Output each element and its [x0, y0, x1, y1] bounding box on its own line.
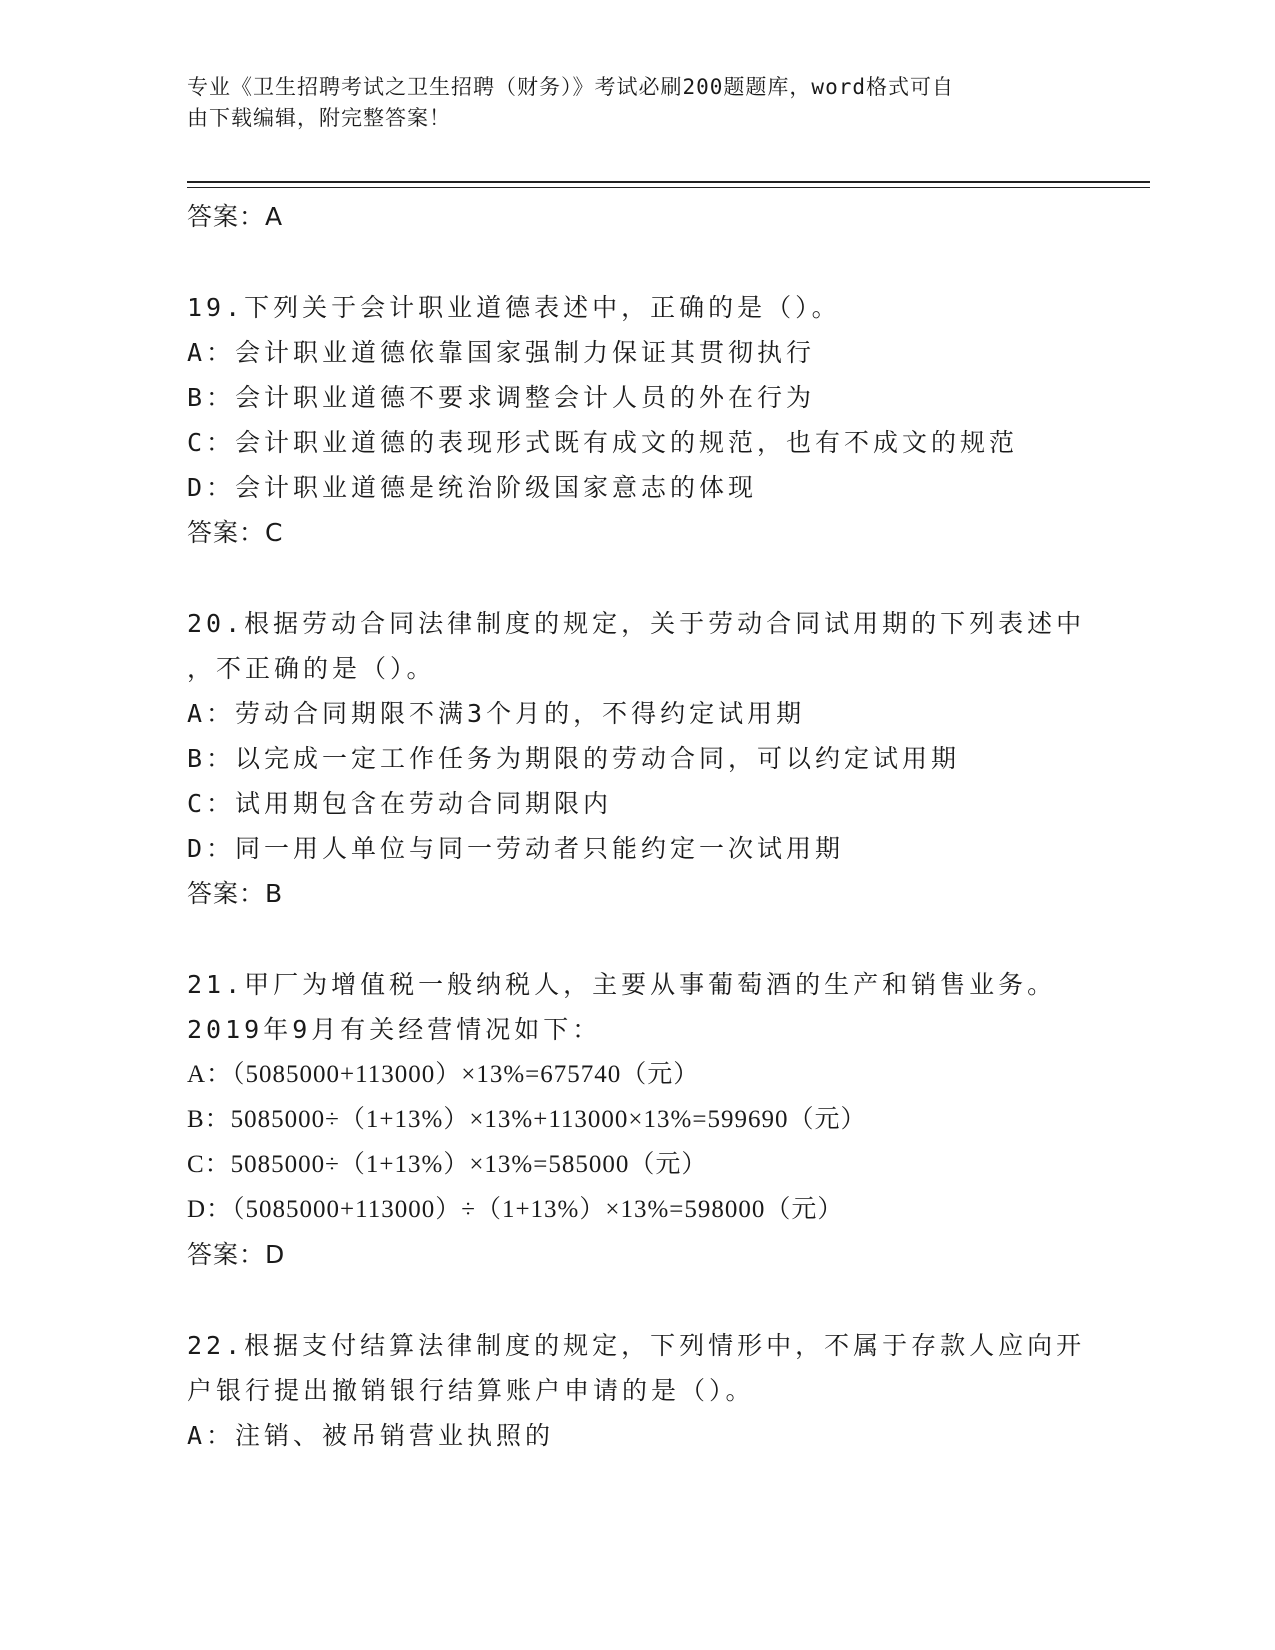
question-text: 20.根据劳动合同法律制度的规定，关于劳动合同试用期的下列表述中: [187, 609, 1086, 638]
answer-text: 答案：D: [187, 1240, 286, 1269]
option-a: A：会计职业道德依靠国家强制力保证其贯彻执行: [187, 338, 816, 367]
option-d: D：会计职业道德是统治阶级国家意志的体现: [187, 473, 758, 502]
header-line-1: 专业《卫生招聘考试之卫生招聘（财务）》考试必刷200题题库，word格式可自: [187, 75, 954, 99]
option-d: D：（5085000+113000）÷（1+13%）×13%=598000（元）: [187, 1196, 844, 1223]
question-text-cont: 户银行提出撤销银行结算账户申请的是（）。: [187, 1376, 755, 1405]
document-header: [187, 72, 1087, 134]
option-a: A：（5085000+113000）×13%=675740（元）: [187, 1061, 700, 1088]
question-21: [187, 962, 1087, 1277]
question-text: 22.根据支付结算法律制度的规定，下列情形中，不属于存款人应向开: [187, 1331, 1086, 1360]
option-c: C：试用期包含在劳动合同期限内: [187, 789, 613, 818]
header-divider-thin: [187, 187, 1150, 188]
option-b: B：5085000÷（1+13%）×13%+113000×13%=599690（元）: [187, 1106, 867, 1133]
option-c: C：5085000÷（1+13%）×13%=585000（元）: [187, 1151, 708, 1178]
document-body: [187, 194, 1087, 1458]
question-19: [187, 285, 1087, 555]
question-text-cont: ，不正确的是（）。: [187, 654, 436, 683]
question-text: 21.甲厂为增值税一般纳税人，主要从事葡萄酒的生产和销售业务。: [187, 970, 1057, 999]
option-b: B：会计职业道德不要求调整会计人员的外在行为: [187, 383, 816, 412]
option-a: A：注销、被吊销营业执照的: [187, 1421, 555, 1450]
header-divider: [187, 181, 1150, 183]
answer-text: 答案：C: [187, 518, 284, 547]
question-22: [187, 1323, 1087, 1458]
option-c: C：会计职业道德的表现形式既有成文的规范，也有不成文的规范: [187, 428, 1019, 457]
option-b: B：以完成一定工作任务为期限的劳动合同，可以约定试用期: [187, 744, 961, 773]
option-a: A：劳动合同期限不满3个月的，不得约定试用期: [187, 699, 806, 728]
question-20: [187, 601, 1087, 916]
question-text-cont: 2019年9月有关经营情况如下：: [187, 1015, 602, 1044]
answer-text: 答案：A: [187, 202, 284, 231]
question-text: 19.下列关于会计职业道德表述中，正确的是（）。: [187, 293, 841, 322]
answer-text: 答案：B: [187, 879, 284, 908]
option-d: D：同一用人单位与同一劳动者只能约定一次试用期: [187, 834, 845, 863]
header-line-2: 由下载编辑，附完整答案！: [187, 106, 451, 130]
